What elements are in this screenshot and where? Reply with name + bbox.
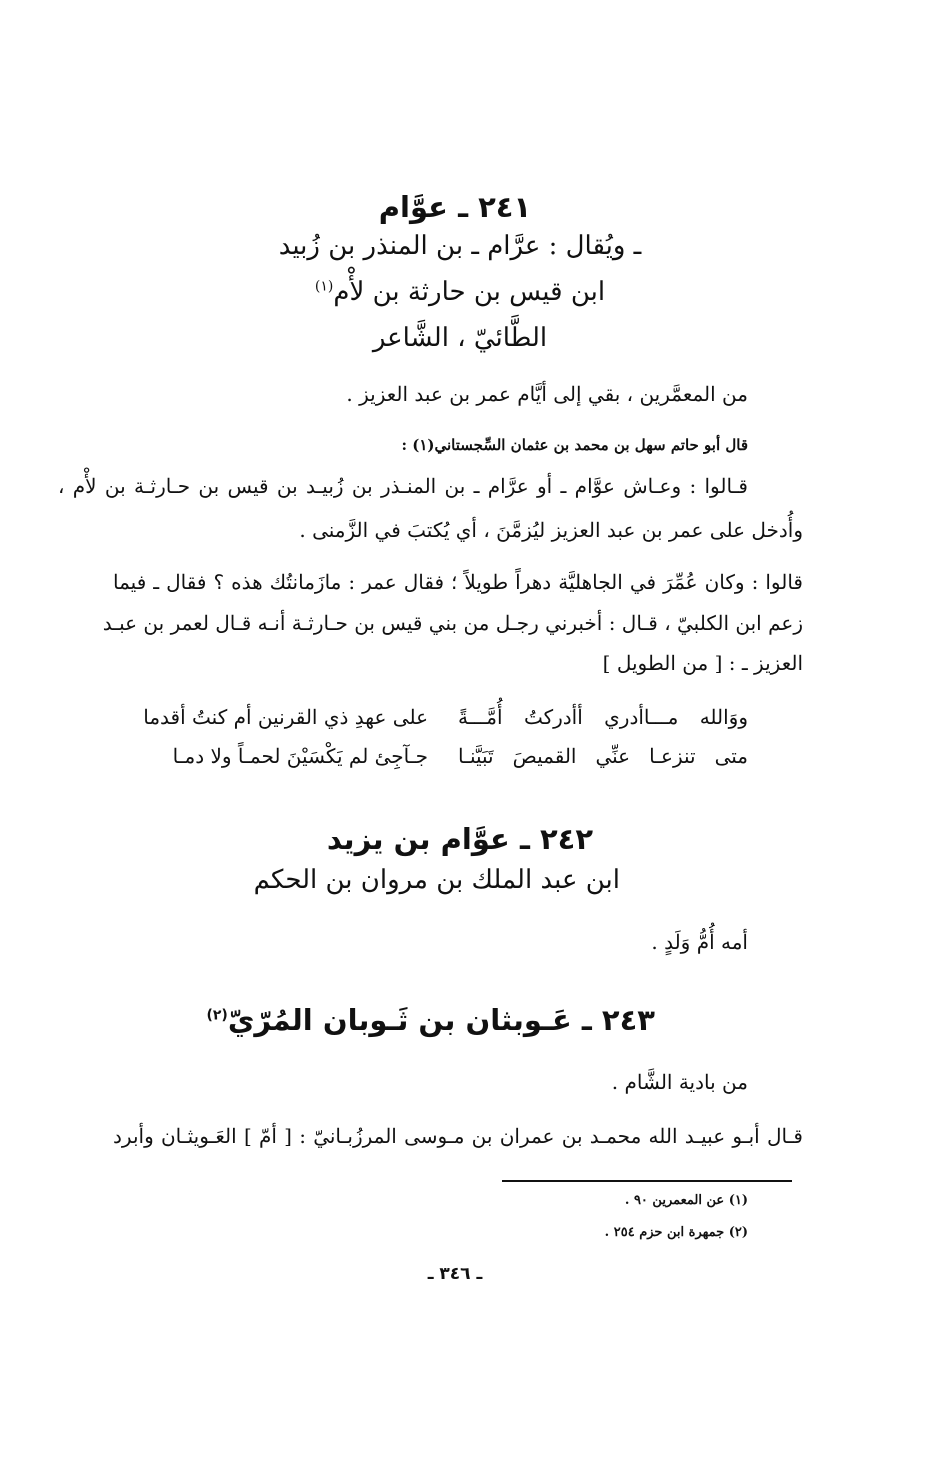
entry-241-subtitle-line-3: الطَّائيّ ، الشَّاعر [372,323,548,353]
entry-241-paragraph-4-line-2: زعم ابن الكلبيّ ، قـال : أخبرني رجـل من بني قيس بن حـارثـة أنـه قـال لعمر بن عبـد [102,611,803,635]
verse-1-first-hemistich: ووَالله مـــاأدري أأدركتُ أُمَّـــةً [458,705,748,729]
footnote-divider [502,1180,792,1182]
verse-1-second-hemistich: على عهدِ ذي القرنين أم كنتُ أقدما [143,705,428,729]
footnote-1: (١) عن المعمرين ٩٠ . [624,1193,748,1208]
entry-241-subtitle-line-2 [300,277,620,307]
entry-243-heading-text: ٢٤٣ ـ عَـوبثان بن ثَـوبان المُرّيّ [227,1003,655,1037]
verse-2-second-hemistich: جـآجِئ لم يَكْسَيْنَ لحمـاً ولا دمـا [172,744,428,768]
entry-241-paragraph-1: من المعمَّرين ، بقي إلى أيَّام عمر بن عبد العزيز . [346,382,748,406]
entry-242-heading: ٢٤٢ ـ عوَّام بن يزيد [326,822,594,856]
entry-241-paragraph-4-line-1: قالوا : وكان عُمِّرَ في الجاهليَّة دهراً طويلاً ؛ فقال عمر : مازَمانتُك هذه ؟ فقال ـ فيما [113,570,803,594]
entry-241-subtitle-line-1: ـ ويُقال : عرَّام ـ بن المنذر بن زُبيد [278,231,642,261]
entry-242-subtitle: ابن عبد الملك بن مروان بن الحكم [253,865,620,895]
entry-243-heading [206,1003,655,1037]
entry-243-paragraph-2: قـال أبـو عبيـد الله محمـد بن عمران بن مـوسى المرزُبـانيّ : [ أمّ ] العَـويثـان وأبرد [113,1124,803,1148]
entry-241-paragraph-4-line-3: العزيز ـ : [ من الطويل ] [602,651,803,675]
entry-241-paragraph-3-line-2: وأُدخل على عمر بن عبد العزيز ليُزمَّنَ ، أي يُكتبَ في الزَّمنى . [299,518,803,542]
entry-241-narrator-line: قال أبو حاتم سهل بن محمد بن عثمان السِّجستاني(١) : [401,436,748,454]
entry-241-heading: ٢٤١ ـ عوَّام [378,190,532,224]
footnote-ref-1: (١) [314,278,334,295]
footnote-ref-2: (٢) [206,1007,228,1024]
footnote-2: (٢) جمهرة ابن حزم ٢٥٤ . [604,1225,748,1240]
entry-242-paragraph-1: أمه أُمُّ وَلَدٍ . [651,930,748,954]
entry-243-paragraph-1: من بادية الشَّام . [611,1070,748,1094]
verse-2-first-hemistich: متى تنزعـا عنِّي القميصَ تَبَيَّنـا [458,744,748,768]
entry-241-paragraph-3-line-1: قـالوا : وعـاش عوَّام ـ أو عرَّام ـ بن المنـذر بن زُبيـد بن قيس بن حـارثـة بن لأْم ، [58,474,748,498]
page-number: ـ ٣٤٦ ـ [427,1264,483,1284]
entry-241-subtitle-text: ابن قيس بن حارثة بن لأْم [333,277,606,307]
